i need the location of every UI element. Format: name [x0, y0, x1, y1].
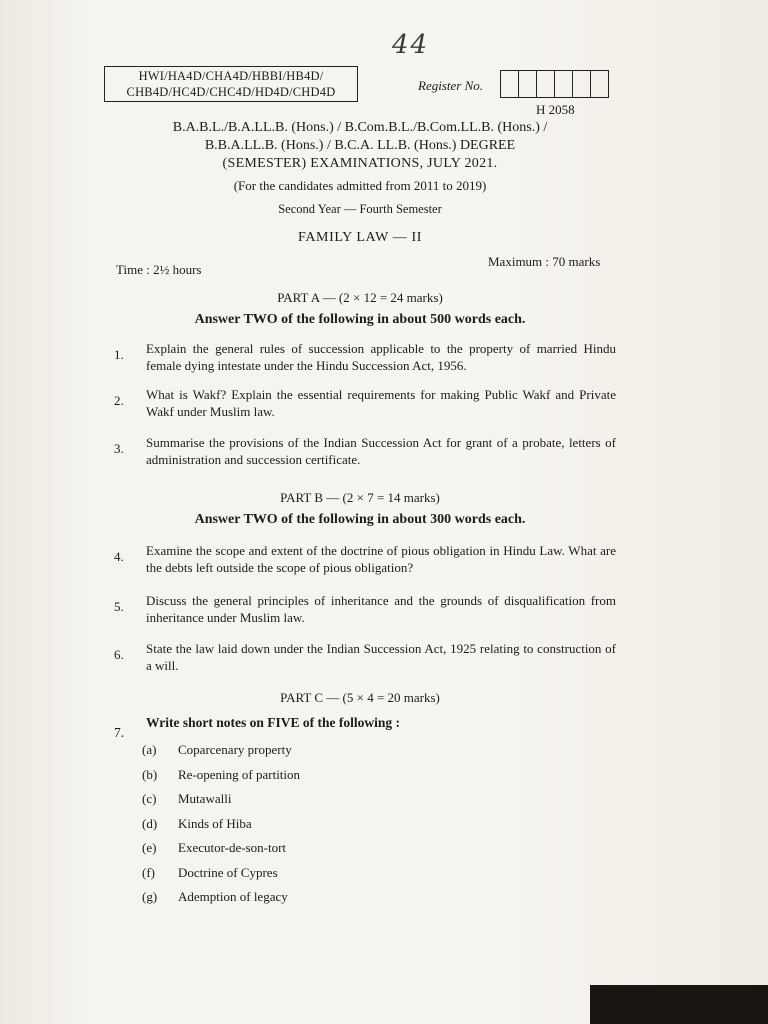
part-b-instruction: Answer TWO of the following in about 300 words each. — [194, 512, 526, 527]
course-codes-box — [104, 66, 358, 102]
part-b-heading: PART B — (2 × 7 = 14 marks) — [280, 490, 440, 505]
option-text: Mutawalli — [178, 791, 232, 806]
candidates-note: (For the candidates admitted from 2011 to 2019) — [233, 178, 487, 193]
question-text: Examine the scope and extent of the doctrine of pious obligation in Hindu Law. What are the debts left outside the scope of pious obligation? — [146, 543, 616, 575]
register-box — [519, 71, 537, 97]
option-label: (e) — [142, 840, 157, 855]
option-label: (f) — [142, 864, 155, 880]
option-text: Coparcenary property — [178, 742, 292, 757]
question-text: Explain the general rules of succession applicable to the property of married Hindu female dying intestate under the Hindu Succession Act, 1956. — [146, 341, 616, 373]
option-text: Kinds of Hiba — [178, 815, 252, 831]
course-codes-line-2: CHB4D/HC4D/CHC4D/HD4D/CHD4D — [126, 85, 336, 99]
register-number-boxes — [500, 70, 609, 98]
option-label: (d) — [142, 815, 158, 831]
option-label: (g) — [142, 889, 158, 904]
option-text: Ademption of legacy — [178, 889, 288, 904]
question-number: 6. — [114, 647, 124, 662]
option-label: (b) — [142, 766, 158, 782]
question-number: 5. — [114, 599, 124, 614]
course-codes-line-1: HWI/HA4D/CHA4D/HBBI/HB4D/ — [138, 69, 324, 83]
option-text: Executor-de-son-tort — [178, 840, 287, 855]
question-text: State the law laid down under the Indian Succession Act, 1925 relating to construction of a will. — [146, 641, 616, 673]
question-number: 4. — [114, 549, 124, 564]
question-text: Summarise the provisions of the Indian Succession Act for grant of a probate, letters of administration and succession certificate. — [146, 435, 616, 467]
option-text: Doctrine of Cypres — [178, 864, 278, 880]
question-number: 1. — [114, 347, 124, 362]
subject-title: FAMILY LAW — II — [297, 230, 423, 245]
paper-number: H 2058 — [536, 102, 575, 117]
register-box — [537, 71, 555, 97]
part-a-instruction: Answer TWO of the following in about 500 words each. — [194, 312, 526, 327]
question-number: 2. — [114, 393, 124, 408]
option-label: (c) — [142, 791, 157, 806]
part-a-heading: PART A — (2 × 12 = 24 marks) — [277, 290, 443, 305]
question-text: Discuss the general principles of inheritance and the grounds of disqualification from inheritance under Muslim law. — [146, 593, 616, 625]
question-number: 3. — [114, 441, 124, 456]
question-text: What is Wakf? Explain the essential requirements for making Public Wakf and Private Wakf under Muslim law. — [146, 387, 616, 419]
register-box — [501, 71, 519, 97]
register-number-label: Register No. — [418, 78, 483, 93]
register-box — [573, 71, 591, 97]
degree-line-1: B.A.B.L./B.A.LL.B. (Hons.) / B.Com.B.L./B.Com.LL.B. (Hons.) / — [172, 120, 548, 135]
option-text: Re-opening of partition — [178, 766, 301, 782]
degree-line-3: (SEMESTER) EXAMINATIONS, JULY 2021. — [222, 156, 498, 171]
degree-line-2: B.B.A.LL.B. (Hons.) / B.C.A. LL.B. (Hons.) DEGREE — [204, 138, 516, 153]
dark-background-corner — [590, 985, 768, 1024]
handwritten-page-number: 44 — [392, 30, 430, 60]
register-box — [555, 71, 573, 97]
part-c-heading: PART C — (5 × 4 = 20 marks) — [280, 690, 440, 705]
question-text: Write short notes on FIVE of the following : — [146, 715, 400, 730]
maximum-marks: Maximum : 70 marks — [488, 254, 601, 269]
time-allowed: Time : 2½ hours — [116, 262, 202, 277]
year-semester: Second Year — Fourth Semester — [278, 202, 442, 216]
register-box — [591, 71, 608, 97]
question-number: 7. — [114, 725, 125, 740]
option-label: (a) — [142, 742, 157, 757]
